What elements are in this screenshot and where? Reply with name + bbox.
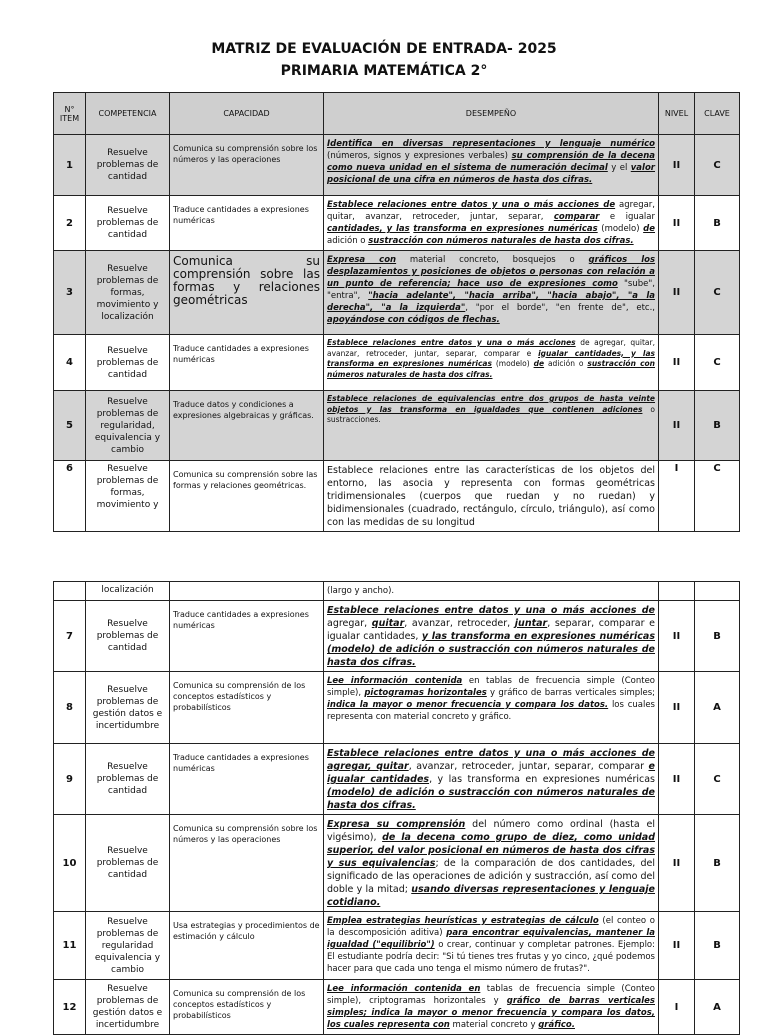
competencia-cell: Resuelve problemas de regularidad equivalencia y cambio <box>86 912 170 980</box>
competencia-cell: Resuelve problemas de cantidad <box>86 135 170 196</box>
competencia-cell: Resuelve problemas de formas, movimiento y localización <box>86 251 170 335</box>
clave-cell: B <box>695 815 740 912</box>
clave-cell <box>695 582 740 601</box>
desempeno-emphasis: (modelo) de adición o sustracción con números naturales de hasta dos cifras. <box>327 787 655 811</box>
page-title: MATRIZ DE EVALUACIÓN DE ENTRADA- 2025 <box>211 41 557 57</box>
desempeno-emphasis: sustracción con números naturales de hasta dos cifras. <box>368 236 634 246</box>
desempeno-cell <box>324 335 659 391</box>
item-cell: 7 <box>54 601 86 672</box>
capacidad-cell: Comunica su comprensión sobre las formas y relaciones geométricas. <box>170 461 324 532</box>
capacidad-cell: Traduce datos y condiciones a expresiones algebraicas y gráficas. <box>170 391 324 461</box>
desempeno-text: (modelo) <box>491 359 534 368</box>
desempeno-emphasis: Establece relaciones entre datos y una o más acciones de <box>327 200 616 210</box>
capacidad-cell <box>170 582 324 601</box>
desempeno-cell <box>324 391 659 461</box>
nivel-cell: I <box>659 980 695 1035</box>
capacidad-cell: Comunica su comprensión sobre los números y las operaciones <box>170 135 324 196</box>
clave-cell: C <box>695 335 740 391</box>
header-competencia: COMPETENCIA <box>86 93 170 135</box>
desempeno-emphasis: quitar <box>371 618 405 629</box>
clave-cell: A <box>695 672 740 744</box>
desempeno-text: , y las transforma en expresiones numéricas <box>429 774 655 785</box>
desempeno-cell <box>324 461 659 532</box>
desempeno-text: o crear, continuar y completar patrones. Ejemplo: El estudiante podría decir: "Si tú tienes tres frutas y yo cinco, ¿qué podemos hacer para que cada uno tenga el mismo número de frutas?". <box>327 940 655 974</box>
nivel-cell: II <box>659 815 695 912</box>
nivel-cell: I <box>659 461 695 532</box>
evaluation-matrix-table-continued <box>53 581 740 1035</box>
desempeno-text: agregar, quitar, avanzar, retroceder, juntar, separar, <box>327 200 655 222</box>
desempeno-emphasis: de la decena como grupo de diez, como unidad superior, del valor posicional en números de hasta dos cifras y sus equivalencias <box>327 832 656 869</box>
desempeno-text: o sustracciones. <box>327 404 655 424</box>
desempeno-cell <box>324 672 659 744</box>
desempeno-emphasis: sustracción con números naturales de hasta dos cifras. <box>327 359 656 379</box>
desempeno-text: los cuales representa con material concreto y gráfico. <box>327 700 655 722</box>
item-cell: 1 <box>54 135 86 196</box>
header-item: N° ITEM <box>54 93 86 135</box>
item-cell: 12 <box>54 980 86 1035</box>
clave-cell: B <box>695 912 740 980</box>
clave-cell: C <box>695 251 740 335</box>
desempeno-text: , avanzar, retroceder, <box>404 618 515 629</box>
nivel-cell: II <box>659 135 695 196</box>
desempeno-text: Establece relaciones entre las características de los objetos del entorno, las asocia y representa con formas geométricas tridimensionales (cuerpos que ruedan y no ruedan) y bidimensionales (cuadrado, rectángulo, círculo, triángulo), así como con las medidas de su longitud <box>327 465 655 528</box>
competencia-cell: Resuelve problemas de formas, movimiento y <box>86 461 170 532</box>
competencia-cell: Resuelve problemas de cantidad <box>86 815 170 912</box>
desempeno-emphasis: Establece relaciones entre datos y una o más acciones de <box>327 605 655 616</box>
table-row <box>54 672 740 744</box>
desempeno-text: (el conteo o la descomposición aditiva) <box>327 916 655 938</box>
desempeno-emphasis: Emplea estrategias heurísticas y estrategias de cálculo <box>327 916 599 926</box>
desempeno-text: agregar, <box>327 618 372 629</box>
capacidad-cell: Comunica su comprensión sobre las formas y relaciones geométricas <box>170 251 324 335</box>
desempeno-text: de agregar, quitar, avanzar, retroceder, juntar, separar, comparar e <box>327 338 655 358</box>
evaluation-matrix-table <box>53 92 740 532</box>
desempeno-cell <box>324 815 659 912</box>
desempeno-text: en tablas de frecuencia simple (Conteo simple), <box>327 676 655 698</box>
nivel-cell: II <box>659 601 695 672</box>
desempeno-emphasis: "hacia adelante", "hacia arriba", "hacia abajo", "a la derecha", "a la izquierda" <box>327 291 655 313</box>
item-cell: 3 <box>54 251 86 335</box>
desempeno-emphasis: pictogramas horizontales <box>364 688 487 698</box>
nivel-cell: II <box>659 251 695 335</box>
competencia-cell: localización <box>86 582 170 601</box>
desempeno-text: adición o <box>327 236 369 246</box>
capacidad-cell: Traduce cantidades a expresiones numéricas <box>170 335 324 391</box>
desempeno-text: material concreto, bosquejos o <box>396 255 589 265</box>
desempeno-text: , "por el borde", "en frente de", etc., <box>465 303 655 313</box>
desempeno-emphasis: de <box>533 359 545 368</box>
desempeno-text: (modelo) <box>597 224 644 234</box>
capacidad-cell: Comunica su comprensión sobre los números y las operaciones <box>170 815 324 912</box>
desempeno-text: , avanzar, retroceder, juntar, separar, comparar <box>408 761 649 772</box>
desempeno-emphasis: apoyándose con códigos de flechas. <box>327 315 500 325</box>
desempeno-cell <box>324 251 659 335</box>
desempeno-emphasis: y las transforma en expresiones numéricas (modelo) de adición o sustracción con números naturales de hasta dos cifras. <box>327 631 655 668</box>
desempeno-cell <box>324 601 659 672</box>
desempeno-text: e igualar <box>599 212 655 222</box>
capacidad-cell: Comunica su comprensión de los conceptos estadísticos y probabilísticos <box>170 672 324 744</box>
table-row <box>54 391 740 461</box>
table-row <box>54 335 740 391</box>
table-header-row <box>54 93 740 135</box>
header-capacidad: CAPACIDAD <box>170 93 324 135</box>
desempeno-emphasis: Expresa con <box>327 255 397 265</box>
nivel-cell: II <box>659 196 695 251</box>
table-row <box>54 980 740 1035</box>
desempeno-text: (números, signos y expresiones verbales) <box>327 151 512 161</box>
desempeno-cell <box>324 980 659 1035</box>
capacidad-cell: Traduce cantidades a expresiones numéricas <box>170 196 324 251</box>
page-subtitle: PRIMARIA MATEMÁTICA 2° <box>280 63 488 79</box>
nivel-cell: II <box>659 335 695 391</box>
nivel-cell: II <box>659 391 695 461</box>
table-row <box>54 912 740 980</box>
capacidad-cell: Usa estrategias y procedimientos de estimación y cálculo <box>170 912 324 980</box>
competencia-cell: Resuelve problemas de cantidad <box>86 196 170 251</box>
desempeno-emphasis: Lee información contenida en <box>327 984 481 994</box>
competencia-cell: Resuelve problemas de gestión datos e incertidumbre <box>86 672 170 744</box>
table-row <box>54 815 740 912</box>
clave-cell: B <box>695 601 740 672</box>
desempeno-emphasis: de <box>643 224 655 234</box>
desempeno-text: adición o <box>544 359 588 368</box>
desempeno-text: y gráfico de barras verticales simples; <box>486 688 656 698</box>
desempeno-cell <box>324 135 659 196</box>
desempeno-emphasis: usando diversas representaciones y lenguaje cotidiano. <box>327 884 655 908</box>
desempeno-cell: (largo y ancho). <box>324 582 659 601</box>
clave-cell: C <box>695 135 740 196</box>
item-cell: 8 <box>54 672 86 744</box>
desempeno-emphasis: para encontrar equivalencias, mantener la igualdad ("equilibrio") <box>327 928 655 950</box>
item-cell: 4 <box>54 335 86 391</box>
desempeno-text: ; de la comparación de dos cantidades, del significado de las operaciones de adición y sustracción, así como del doble y la mitad; <box>327 858 655 895</box>
desempeno-emphasis: gráfico. <box>538 1020 575 1030</box>
clave-cell: B <box>695 391 740 461</box>
desempeno-emphasis: Establece relaciones de equivalencias entre dos grupos de hasta veinte objetos y las transforma en igualdades que contienen adiciones <box>327 394 655 414</box>
desempeno-text: y el <box>607 163 631 173</box>
clave-cell: C <box>695 744 740 815</box>
nivel-cell: II <box>659 744 695 815</box>
capacidad-cell: Traduce cantidades a expresiones numéricas <box>170 744 324 815</box>
desempeno-text: "sube", "entra", <box>327 279 655 301</box>
desempeno-text: tablas de frecuencia simple (Conteo simple), criptogramas horizontales y <box>327 984 655 1006</box>
item-cell: 11 <box>54 912 86 980</box>
item-cell <box>54 582 86 601</box>
table-row <box>54 135 740 196</box>
desempeno-cell <box>324 196 659 251</box>
table-row <box>54 601 740 672</box>
desempeno-emphasis: transforma en expresiones numéricas <box>413 224 598 234</box>
desempeno-emphasis: su comprensión de la decena como nueva unidad en el sistema de numeración decimal <box>327 151 655 173</box>
nivel-cell <box>659 582 695 601</box>
capacidad-cell: Comunica su comprensión de los conceptos estadísticos y probabilísticos <box>170 980 324 1035</box>
desempeno-emphasis: igualar cantidades, y las transforma en expresiones numéricas <box>327 348 655 368</box>
desempeno-emphasis: Establece relaciones entre datos y una o más acciones <box>327 338 576 347</box>
desempeno-text: , separar, comparar e igualar cantidades, <box>327 618 655 642</box>
header-clave: CLAVE <box>695 93 740 135</box>
item-cell: 10 <box>54 815 86 912</box>
clave-cell: C <box>695 461 740 532</box>
desempeno-emphasis: gráfico de barras verticales simples; indica la mayor o menor frecuencia y compara los datos, los cuales representa con <box>327 996 655 1030</box>
competencia-cell: Resuelve problemas de cantidad <box>86 744 170 815</box>
item-cell: 2 <box>54 196 86 251</box>
competencia-cell: Resuelve problemas de regularidad, equivalencia y cambio <box>86 391 170 461</box>
nivel-cell: II <box>659 912 695 980</box>
desempeno-text: material concreto y <box>449 1020 539 1030</box>
competencia-cell: Resuelve problemas de gestión datos e incertidumbre <box>86 980 170 1035</box>
desempeno-cell <box>324 744 659 815</box>
desempeno-emphasis: Identifica en diversas representaciones y lenguaje numérico <box>327 139 655 149</box>
desempeno-text: del número como ordinal (hasta el vigésimo), <box>327 819 655 843</box>
desempeno-emphasis: cantidades, y las <box>327 224 410 234</box>
desempeno-emphasis: Establece relaciones entre datos y una o más acciones de agregar, quitar <box>327 748 655 772</box>
desempeno-emphasis: Expresa su comprensión <box>327 819 466 830</box>
desempeno-emphasis: juntar <box>514 618 548 629</box>
competencia-cell: Resuelve problemas de cantidad <box>86 335 170 391</box>
item-cell: 9 <box>54 744 86 815</box>
desempeno-emphasis: indica la mayor o menor frecuencia y compara los datos. <box>327 700 609 710</box>
desempeno-emphasis: Lee información contenida <box>327 676 463 686</box>
nivel-cell: II <box>659 672 695 744</box>
desempeno-emphasis: gráficos los desplazamientos y posiciones de objetos o personas con relación a un punto de referencia; hace uso de expresiones como <box>327 255 656 289</box>
header-desempeno: DESEMPEÑO <box>324 93 659 135</box>
desempeno-emphasis: comparar <box>553 212 600 222</box>
table-row-continuation <box>54 582 740 601</box>
item-cell: 5 <box>54 391 86 461</box>
desempeno-emphasis: e igualar cantidades <box>327 761 655 785</box>
table-row <box>54 744 740 815</box>
clave-cell: B <box>695 196 740 251</box>
competencia-cell: Resuelve problemas de cantidad <box>86 601 170 672</box>
table-row <box>54 461 740 532</box>
header-nivel: NIVEL <box>659 93 695 135</box>
item-cell: 6 <box>54 461 86 532</box>
clave-cell: A <box>695 980 740 1035</box>
capacidad-cell: Traduce cantidades a expresiones numéricas <box>170 601 324 672</box>
desempeno-cell <box>324 912 659 980</box>
desempeno-emphasis: valor posicional de una cifra en números de hasta dos cifras. <box>327 163 655 185</box>
table-row <box>54 196 740 251</box>
table-row <box>54 251 740 335</box>
